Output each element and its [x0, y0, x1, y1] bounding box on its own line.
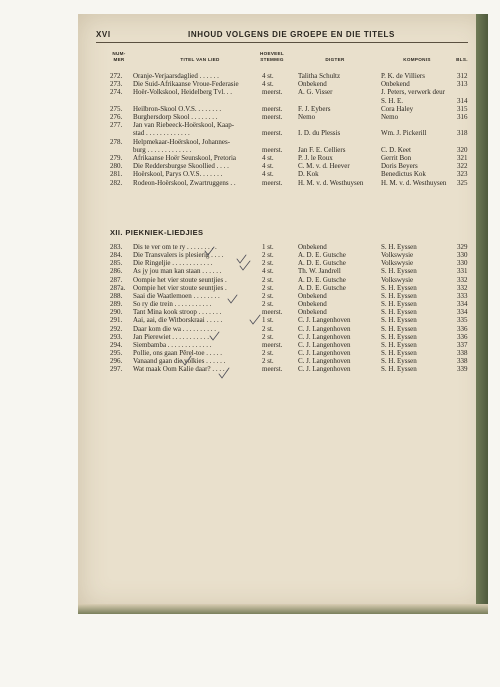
- voice-count: meerst.: [262, 365, 283, 374]
- poet-name: A. D. E. Gutsche: [298, 275, 346, 284]
- song-number: 297.: [110, 365, 123, 374]
- song-title: Hoërskool, Parys O.V.S. . . . . . .: [133, 170, 223, 179]
- poet-name: C. J. Langenhoven: [298, 357, 351, 366]
- page-ref: 320: [457, 145, 468, 154]
- composer-name: S. H. Eyssen: [381, 243, 417, 251]
- song-title: Daar kom die wa . . . . . . . . . .: [133, 324, 217, 333]
- page-number: XVI: [96, 30, 111, 39]
- poet-name: C. J. Langenhoven: [298, 365, 351, 374]
- song-title: Die Reddersburgse Skoollied . . . .: [133, 162, 229, 171]
- page-ref: 338: [457, 357, 468, 366]
- voice-count: 2 st.: [262, 348, 274, 357]
- column-header-poet: DIGTER: [325, 57, 345, 62]
- composer-name: Volkswysie: [381, 251, 414, 260]
- song-number: 283.: [110, 243, 123, 251]
- page-ref: 329: [457, 243, 468, 251]
- voice-count: meerst.: [262, 104, 283, 113]
- poet-name: Th. W. Jandrell: [298, 267, 341, 276]
- poet-name: C. J. Langenhoven: [298, 340, 351, 349]
- section-heading: XII. PIEKNIEK-LIEDJIES: [110, 228, 204, 237]
- voice-count: 4 st.: [262, 72, 274, 80]
- song-title: Die Suid-Afrikaanse Vroue-Federasie: [133, 80, 239, 89]
- composer-name: S. H. Eyssen: [381, 340, 417, 349]
- page-ref: 336: [457, 332, 468, 341]
- song-title: Afrikaanse Hoër Seunskool, Pretoria: [133, 154, 237, 162]
- poet-name: C. M. v. d. Heever: [298, 162, 350, 171]
- song-title: Saai die Waatlemoen . . . . . . . .: [133, 291, 220, 300]
- song-title: Pollie, ons gaan Pêrel-toe . . . . .: [133, 348, 223, 357]
- song-number: 274.: [110, 88, 123, 97]
- voice-count: meerst.: [262, 113, 283, 121]
- voice-count: 2 st.: [262, 357, 274, 366]
- pencil-check-mark: [181, 356, 191, 365]
- song-number: 293.: [110, 332, 123, 341]
- page-ref: 321: [457, 154, 468, 162]
- column-header-page: BLS.: [456, 57, 468, 62]
- page-ref: 325: [457, 178, 468, 187]
- song-title: Wat maak Oom Kalie daar? . . . . .: [133, 365, 229, 374]
- page-ref: 332: [457, 283, 468, 292]
- pencil-check-mark: [237, 255, 246, 263]
- song-number: 278.: [110, 137, 123, 146]
- song-number: 290.: [110, 308, 123, 317]
- poet-name: H. M. v. d. Westhuysen: [298, 178, 364, 187]
- voice-count: 4 st.: [262, 154, 274, 162]
- song-number: 286.: [110, 267, 123, 276]
- composer-name: Volkswysie: [381, 259, 414, 268]
- song-title: stad . . . . . . . . . . . . .: [133, 129, 190, 138]
- song-number: 279.: [110, 154, 123, 162]
- composer-name: Cora Haley: [381, 104, 414, 113]
- song-number: 295.: [110, 348, 123, 357]
- voice-count: 2 st.: [262, 300, 274, 309]
- poet-name: C. J. Langenhoven: [298, 332, 351, 341]
- composer-name: S. H. Eyssen: [381, 283, 417, 292]
- voice-count: meerst.: [262, 340, 283, 349]
- page-ref: 335: [457, 316, 468, 325]
- song-title: Tant Mina kook stroop . . . . . . .: [133, 308, 222, 317]
- column-header-number: NUM- MER: [112, 51, 126, 62]
- page-ref: 322: [457, 162, 468, 171]
- composer-name: C. D. Keet: [381, 145, 411, 154]
- page-ref: 337: [457, 340, 468, 349]
- voice-count: meerst.: [262, 145, 283, 154]
- voice-count: 2 st.: [262, 283, 274, 292]
- poet-name: Onbekend: [298, 300, 327, 309]
- voice-count: meerst.: [262, 129, 283, 138]
- composer-name: Nemo: [381, 113, 399, 121]
- song-title: Jan Pierewiet . . . . . . . . . . . .: [133, 332, 213, 341]
- page-ref: 330: [457, 259, 468, 268]
- poet-name: Talitha Schultz: [298, 72, 341, 80]
- song-number: 282.: [110, 178, 123, 187]
- composer-name: S. H. Eyssen: [381, 348, 417, 357]
- page-ref: 330: [457, 251, 468, 260]
- song-title: Jan van Riebeeck-Hoërskool, Kaap-: [133, 121, 235, 130]
- poet-name: Onbekend: [298, 308, 327, 317]
- poet-name: C. J. Langenhoven: [298, 348, 351, 357]
- voice-count: 2 st.: [262, 291, 274, 300]
- page-ref: 318: [457, 129, 468, 138]
- composer-name: J. Peters, verwerk deur: [381, 88, 445, 97]
- song-title: Dis te ver om te ry . . . . . . . . .: [133, 243, 217, 251]
- voice-count: 4 st.: [262, 80, 274, 89]
- pencil-check-mark: [219, 368, 229, 378]
- page-ref: 314: [457, 96, 468, 105]
- song-number: 281.: [110, 170, 123, 179]
- song-number: 287.: [110, 275, 123, 284]
- poet-name: A. G. Visser: [298, 88, 333, 97]
- song-title: Oranje-Verjaarsdaglied . . . . . .: [133, 72, 219, 80]
- song-number: 275.: [110, 104, 123, 113]
- page-ref: 332: [457, 275, 468, 284]
- poet-name: C. J. Langenhoven: [298, 316, 351, 325]
- song-number: 272.: [110, 72, 123, 80]
- page-ref: 316: [457, 113, 468, 121]
- song-title: Vanaand gaan die volkies . . . . . .: [133, 357, 226, 366]
- song-number: 291.: [110, 316, 123, 325]
- composer-name: Volkswysie: [381, 275, 414, 284]
- song-title: Aai, aai, die Witborskraai . . . . .: [133, 316, 223, 325]
- page-ref: 315: [457, 104, 468, 113]
- song-number: 285.: [110, 259, 123, 268]
- song-title: Burghersdorp Skool . . . . . . . .: [133, 113, 218, 121]
- song-number: 289.: [110, 300, 123, 309]
- poet-name: Jan F. E. Celliers: [298, 145, 346, 154]
- song-title: Helpmekaar-Hoërskool, Johannes-: [133, 137, 231, 146]
- page-ref: 323: [457, 170, 468, 179]
- pencil-check-mark: [228, 295, 237, 303]
- composer-name: S. H. E.: [381, 96, 403, 105]
- song-title: Rodeon-Hoërskool, Zwartruggens . .: [133, 178, 236, 187]
- composer-name: S. H. Eyssen: [381, 308, 417, 317]
- song-title: Oompie het vier stoute seuntjies .: [133, 283, 227, 292]
- song-number: 273.: [110, 80, 123, 89]
- voice-count: 1 st.: [262, 243, 274, 251]
- poet-name: Onbekend: [298, 80, 327, 89]
- composer-name: S. H. Eyssen: [381, 332, 417, 341]
- voice-count: 4 st.: [262, 162, 274, 171]
- voice-count: meerst.: [262, 88, 283, 97]
- page-ref: 334: [457, 308, 468, 317]
- song-number: 276.: [110, 113, 123, 121]
- poet-name: P. J. le Roux: [298, 154, 333, 162]
- poet-name: A. D. E. Gutsche: [298, 259, 346, 268]
- composer-name: S. H. Eyssen: [381, 365, 417, 374]
- voice-count: 2 st.: [262, 332, 274, 341]
- song-number: 280.: [110, 162, 123, 171]
- song-number: 277.: [110, 121, 123, 130]
- voice-count: meerst.: [262, 308, 283, 317]
- composer-name: S. H. Eyssen: [381, 267, 417, 276]
- poet-name: A. D. E. Gutsche: [298, 283, 346, 292]
- column-header-voices: HOEVEEL STEMMIG: [259, 51, 285, 62]
- voice-count: 2 st.: [262, 259, 274, 268]
- song-title: So ry die trein . . . . . . . . . . .: [133, 300, 212, 309]
- page-ref: 334: [457, 300, 468, 309]
- composer-name: H. M. v. d. Westhuysen: [381, 178, 447, 187]
- column-header-composer: KOMPONIS: [403, 57, 431, 62]
- song-title: As jy jou man kan staan . . . . . .: [133, 267, 222, 276]
- song-title: Oompie het vier stoute seuntjies .: [133, 275, 227, 284]
- pencil-check-mark: [210, 332, 219, 340]
- voice-count: 4 st.: [262, 267, 274, 276]
- poet-name: I. D. du Plessis: [298, 129, 341, 138]
- song-number: 284.: [110, 251, 123, 260]
- composer-name: S. H. Eyssen: [381, 324, 417, 333]
- voice-count: 2 st.: [262, 324, 274, 333]
- composer-name: S. H. Eyssen: [381, 357, 417, 366]
- pencil-check-mark: [205, 247, 214, 255]
- song-number: 294.: [110, 340, 123, 349]
- composer-name: Gerrit Bon: [381, 154, 412, 162]
- page-ref: 336: [457, 324, 468, 333]
- composer-name: S. H. Eyssen: [381, 316, 417, 325]
- song-number: 288.: [110, 291, 123, 300]
- voice-count: 2 st.: [262, 251, 274, 260]
- pencil-check-mark: [240, 261, 250, 270]
- composer-name: S. H. Eyssen: [381, 291, 417, 300]
- song-number: 292.: [110, 324, 123, 333]
- composer-name: Benedictus Kok: [381, 170, 426, 179]
- poet-name: Nemo: [298, 113, 316, 121]
- song-title: Heilbron-Skool O.V.S. . . . . . . .: [133, 104, 222, 113]
- song-title: Hoër-Volkskool, Heidelberg Tvl. . .: [133, 88, 233, 97]
- composer-name: S. H. Eyssen: [381, 300, 417, 309]
- voice-count: meerst.: [262, 178, 283, 187]
- poet-name: F. J. Eybers: [298, 104, 331, 113]
- poet-name: Onbekend: [298, 243, 327, 251]
- page-ref: 339: [457, 365, 468, 374]
- poet-name: Onbekend: [298, 291, 327, 300]
- song-title: Die Transvalers is plesierig . . . .: [133, 251, 224, 260]
- page-ref: 312: [457, 72, 468, 80]
- voice-count: 1 st.: [262, 316, 274, 325]
- composer-name: Doris Beyers: [381, 162, 418, 171]
- poet-name: A. D. E. Gutsche: [298, 251, 346, 260]
- poet-name: D. Kok: [298, 170, 319, 179]
- song-title: Siembamba . . . . . . . . . . . . .: [133, 340, 212, 349]
- composer-name: Onbekend: [381, 80, 410, 89]
- pencil-check-mark: [250, 315, 260, 324]
- composer-name: P. K. de Villiers: [381, 72, 425, 80]
- page-title: INHOUD VOLGENS DIE GROEPE EN DIE TITELS: [188, 30, 395, 39]
- song-title: Die Ringeljie . . . . . . . . . . . .: [133, 259, 213, 268]
- song-title: burg . . . . . . . . . . . . .: [133, 145, 192, 154]
- page-ref: 331: [457, 267, 468, 276]
- composer-name: Wm. J. Pickerill: [381, 129, 427, 138]
- page-ref: 313: [457, 80, 468, 89]
- voice-count: 2 st.: [262, 275, 274, 284]
- poet-name: C. J. Langenhoven: [298, 324, 351, 333]
- song-number: 287a.: [110, 283, 126, 292]
- song-number: 296.: [110, 357, 123, 366]
- voice-count: 4 st.: [262, 170, 274, 179]
- page-ref: 338: [457, 348, 468, 357]
- column-header-title: TITEL VAN LIED: [180, 57, 220, 62]
- page-ref: 333: [457, 291, 468, 300]
